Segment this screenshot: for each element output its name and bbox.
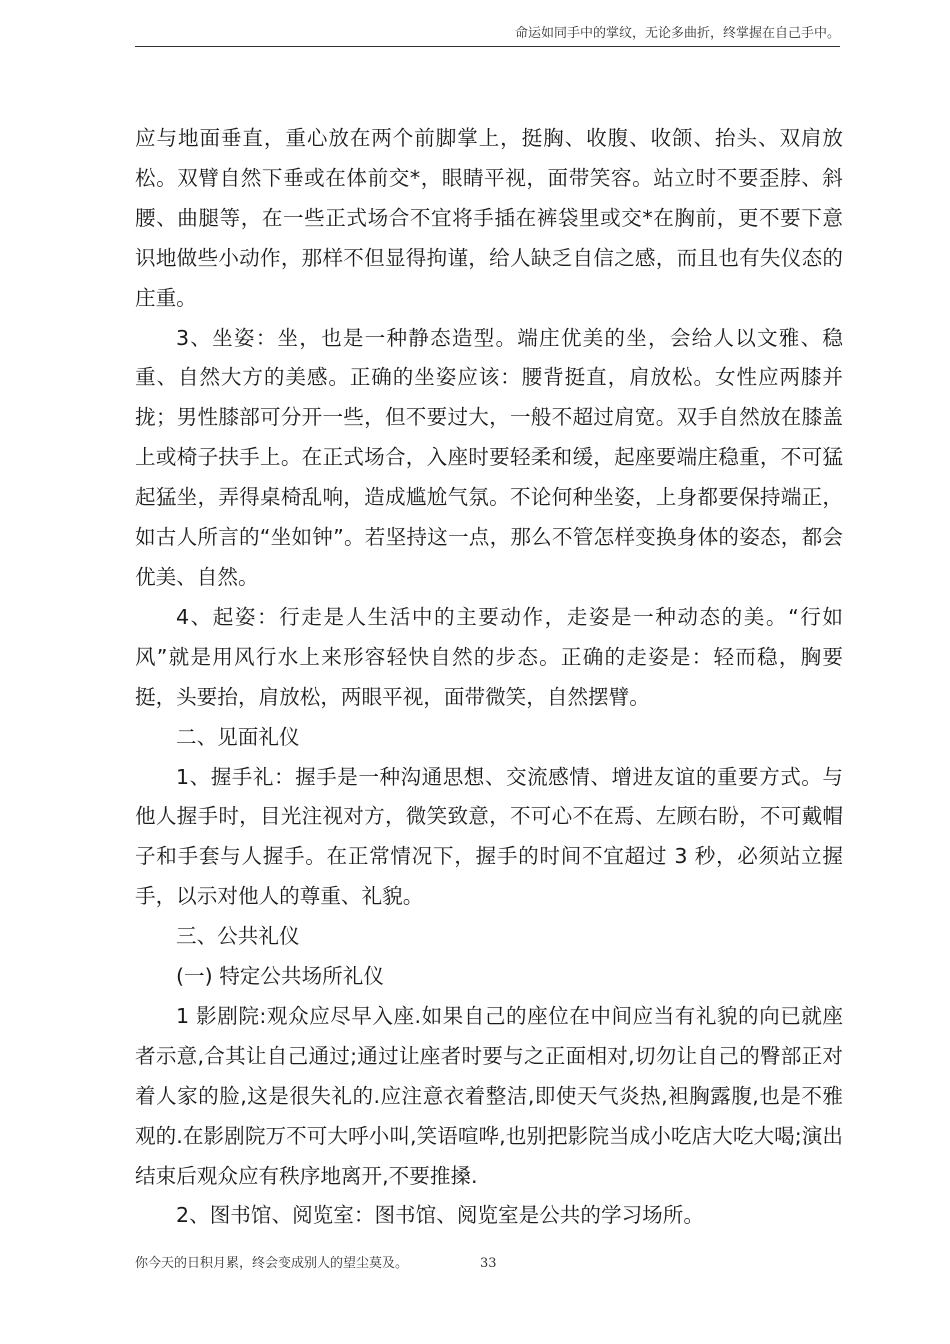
header-motto: 命运如同手中的掌纹，无论多曲折，终掌握在自己手中。 — [514, 26, 840, 41]
heading-specific-public-places: (一) 特定公共场所礼仪 — [176, 964, 384, 989]
footer-motto: 你今天的日积月累，终会变成别人的望尘莫及。 — [135, 1256, 409, 1271]
paragraph-walking-posture: 4、起姿：行走是人生活中的主要动作，走姿是一种动态的美。“行如风”就是用风行水上来形容轻快自然的步态。正确的走姿是：轻而稳，胸要挺，头要抬，肩放松，两眼平视，面带微笑，自然摆臂。 — [135, 604, 843, 709]
paragraph-handshake: 1、握手礼：握手是一种沟通思想、交流感情、增进友谊的重要方式。与他人握手时，目光注视对方，微笑致意，不可心不在焉、左顾右盼，不可戴帽子和手套与人握手。在正常情况下，握手的时间不宜超过 3 秒，必须站立握手，以示对他人的尊重、礼貌。 — [135, 764, 843, 909]
paragraph-standing-continued: 应与地面垂直，重心放在两个前脚掌上，挺胸、收腹、收颌、抬头、双肩放松。双臂自然下垂或在体前交*，眼睛平视，面带笑容。站立时不要歪脖、斜腰、曲腿等，在一些正式场合不宜将手插在裤袋里或交*在胸前，更不要下意识地做些小动作，那样不但显得拘谨，给人缺乏自信之感，而且也有失仪态的庄重。 — [135, 126, 843, 310]
paragraph-library: 2、图书馆、阅览室：图书馆、阅览室是公共的学习场所。 — [176, 1203, 704, 1228]
paragraph-theater: 1 影剧院:观众应尽早入座.如果自己的座位在中间应当有礼貌的向已就座者示意,合其让自己通过;通过让座者时要与之正面相对,切勿让自己的臀部正对着人家的脸,这是很失礼的.应注意衣着整洁,即使天气炎热,袒胸露腹,也是不雅观的.在影剧院万不可大呼小叫,笑语喧哗,也别把影院当成小吃店大吃大喝;演出结束后观众应有秩序地离开,不要推搡. — [135, 1003, 843, 1188]
paragraph-sitting-posture: 3、坐姿：坐，也是一种静态造型。端庄优美的坐，会给人以文雅、稳重、自然大方的美感。正确的坐姿应该：腰背挺直，肩放松。女性应两膝并拢；男性膝部可分开一些，但不要过大，一般不超过肩宽。双手自然放在膝盖上或椅子扶手上。在正式场合，入座时要轻柔和缓，起座要端庄稳重，不可猛起猛坐，弄得桌椅乱响，造成尴尬气氛。不论何种坐姿，上身都要保持端正，如古人所言的“坐如钟”。若坚持这一点，那么不管怎样变换身体的姿态，都会优美、自然。 — [135, 325, 843, 589]
page-header — [135, 22, 840, 47]
heading-meeting-etiquette: 二、见面礼仪 — [176, 724, 300, 749]
document-body — [135, 119, 843, 1236]
heading-public-etiquette: 三、公共礼仪 — [176, 924, 300, 949]
page-number: 33 — [480, 1256, 497, 1271]
